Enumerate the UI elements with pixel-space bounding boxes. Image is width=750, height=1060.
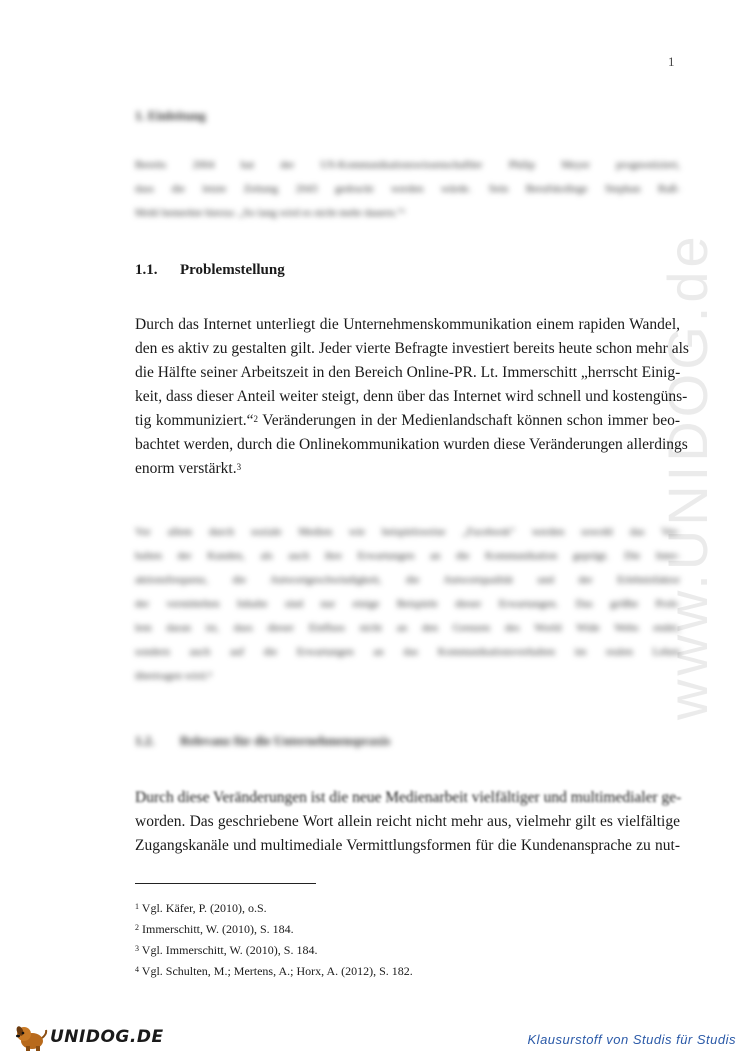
footnote-number: 1 <box>135 902 139 911</box>
footnote-number: 3 <box>135 944 139 953</box>
footnote-number: 2 <box>135 923 139 932</box>
problemstellung-paragraph <box>135 313 689 481</box>
logo-text: UNIDOG.DE <box>50 1027 164 1047</box>
paragraph-line: worden. Das geschriebene Wort allein reicht nicht mehr aus, vielmehr gilt es vielfältige <box>135 813 680 830</box>
watermark: www.UNIDOG.de <box>656 232 719 720</box>
paragraph-line: den es aktiv zu gestalten gilt. Jeder vierte Befragte investiert bereits heute schon mehr als <box>135 340 689 357</box>
paragraph-line: der vermittelten Inhalte sind nur einige Beispiele dieser Erwartungen. Das größte Prob- <box>135 598 680 610</box>
paragraph-line: übertragen wird.⁴ <box>135 670 212 682</box>
footnote <box>135 919 413 940</box>
footnote-text: Vgl. Immerschitt, W. (2010), S. 184. <box>139 943 318 957</box>
paragraph-line: Durch diese Veränderungen ist die neue Medienarbeit vielfältiger und multimedialer ge- <box>135 789 682 806</box>
section-number: 1.1. <box>135 262 158 278</box>
paragraph-line: die Hälfte seiner Arbeitszeit in den Bereich Online-PR. Lt. Immerschitt „herrscht Einig- <box>135 364 681 381</box>
footnote <box>135 898 413 919</box>
footnotes <box>135 898 413 982</box>
line-text: tig kommuniziert.“ <box>135 412 254 429</box>
heading-relevanz <box>135 733 390 749</box>
paragraph-line: Vor allem durch soziale Medien wie beispielsweise „Facebook“ werden sowohl das Ver- <box>135 526 680 538</box>
footer-tagline: Klausurstoff von Studis für Studis <box>527 1032 736 1047</box>
paragraph-line-with-footnote <box>135 457 680 481</box>
section-number: 1.2. <box>135 733 155 748</box>
footnote-ref: 3 <box>236 462 242 472</box>
paragraph-line: lem daran ist, dass dieser Einfluss nicht an den Grenzen des World Wide Webs endet, <box>135 622 680 634</box>
paragraph-line: halten der Kunden, als auch ihre Erwartungen an die Kommunikation geprägt. Die Inter- <box>135 550 680 562</box>
footnote-number: 4 <box>135 965 139 974</box>
line-text: enorm verstärkt. <box>135 460 237 477</box>
footnote <box>135 961 413 982</box>
intro-paragraph <box>135 153 680 225</box>
footnote-text: Vgl. Käfer, P. (2010), o.S. <box>139 901 267 915</box>
paragraph-line: Durch das Internet unterliegt die Unternehmenskommunikation einem rapiden Wandel, <box>135 316 680 333</box>
line-text: Veränderungen in der Medienlandschaft können schon immer beo- <box>258 412 680 429</box>
paragraph-line: aktionsfrequenz, die Antwortgeschwindigkeit, die Antwortqualität und der Erlebnisfaktor <box>135 574 680 586</box>
section-title: Relevanz für die Unternehmenspraxis <box>180 733 391 748</box>
heading-problemstellung <box>135 262 285 279</box>
intro-line: dass die letzte Zeitung 2043 gedruckt werden würde. Sein Berufskollege Stephan Ruß- <box>135 183 680 195</box>
paragraph-line: sondern auch auf die Erwartungen an das Kommunikationsverhalten im realen Leben <box>135 646 680 658</box>
unidog-logo <box>14 1022 164 1052</box>
intro-line: Mohl bemerkte hierzu: „So lang wird es nicht mehr dauern.“¹ <box>135 207 406 219</box>
heading-einleitung: 1. Einleitung <box>135 108 206 123</box>
footnote-ref: 2 <box>253 414 259 424</box>
footnote <box>135 940 413 961</box>
dog-icon <box>14 1022 48 1052</box>
paragraph-line: bachtet werden, durch die Onlinekommunikation wurden diese Veränderungen allerdings <box>135 436 688 453</box>
paragraph-line: Zugangskanäle und multimediale Vermittlungsformen für die Kundenansprache zu nut- <box>135 837 680 854</box>
social-media-paragraph <box>135 520 680 688</box>
section-title: Problemstellung <box>180 262 285 278</box>
footnote-text: Vgl. Schulten, M.; Mertens, A.; Horx, A. (2012), S. 182. <box>139 964 413 978</box>
intro-line: Bereits 2004 hat der US-Kommunikationswissenschaftler Philip Meyer prognostiziert, <box>135 159 680 171</box>
paragraph-line: keit, dass dieser Anteil weiter steigt, denn über das Internet wird schnell und kostengüns- <box>135 388 688 405</box>
footnote-text: Immerschitt, W. (2010), S. 184. <box>139 922 294 936</box>
paragraph-line-with-footnote <box>135 409 680 433</box>
page-number: 1 <box>668 54 675 69</box>
relevanz-paragraph <box>135 786 680 858</box>
footnote-divider <box>135 883 316 884</box>
